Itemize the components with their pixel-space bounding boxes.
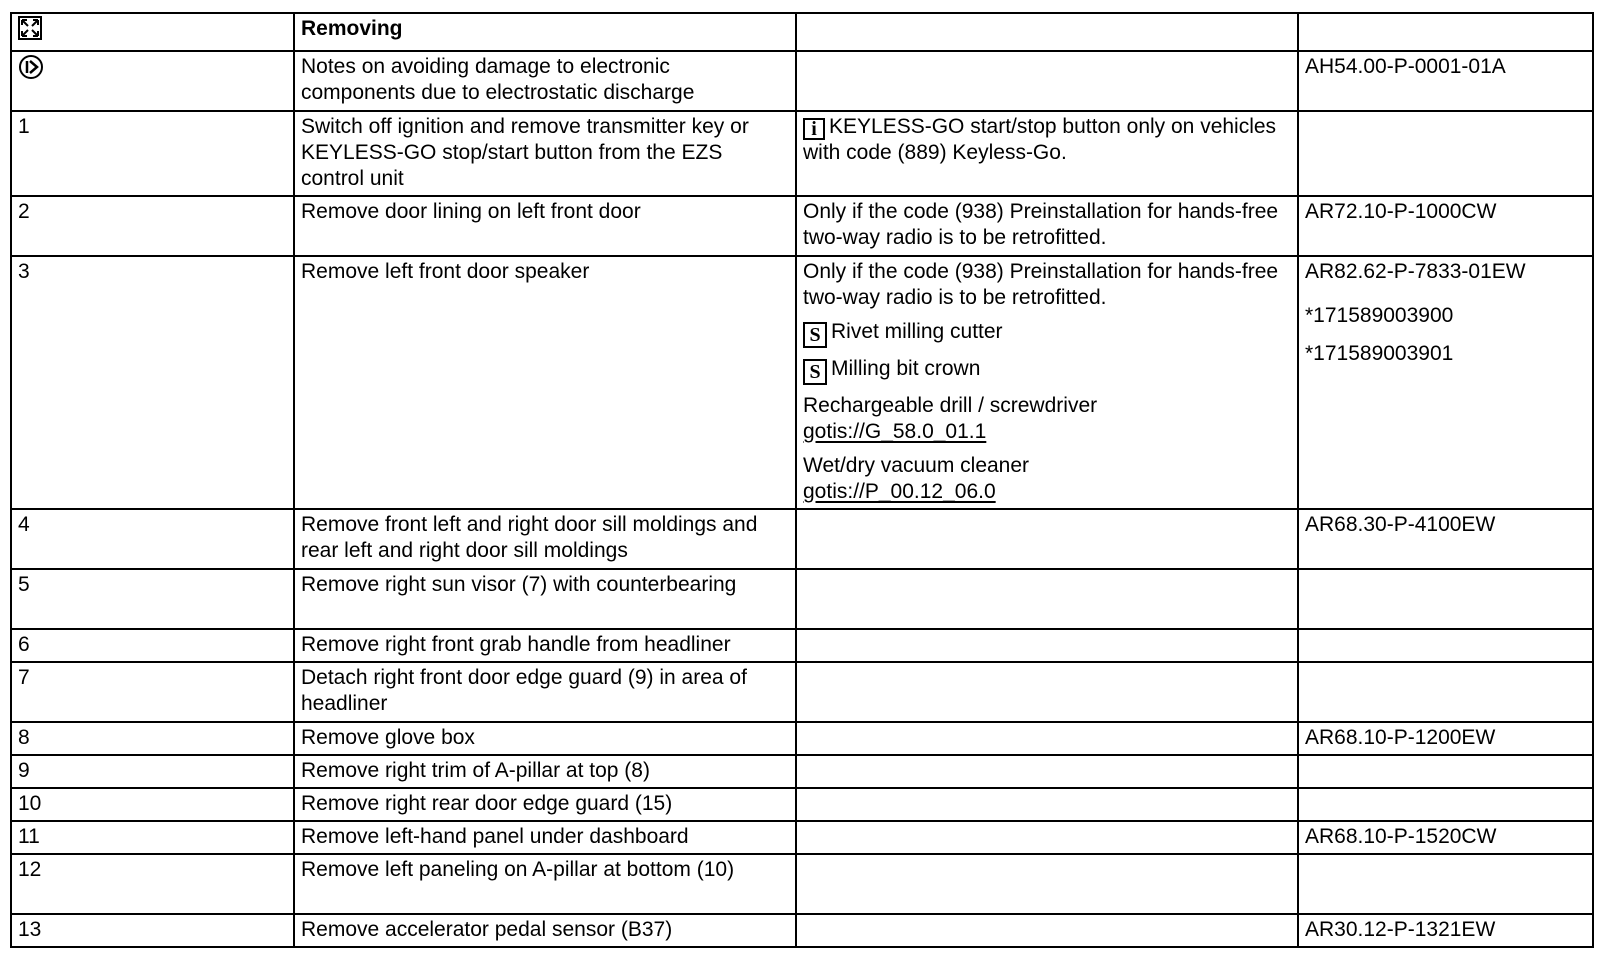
tool-label: Rivet milling cutter	[831, 320, 1003, 343]
step-text: Remove right front grab handle from headliner	[294, 629, 796, 662]
step-text: Remove left-hand panel under dashboard	[294, 821, 796, 854]
step-text: Remove right sun visor (7) with counterbearing	[294, 569, 796, 629]
step-text: Remove left paneling on A-pillar at bottom (10)	[294, 854, 796, 914]
step-text: Remove left front door speaker	[294, 256, 796, 509]
special-tool-icon: S	[803, 359, 827, 385]
vacuum-link[interactable]: gotis://P_00.12_06.0	[803, 480, 996, 503]
table-row	[11, 509, 1593, 569]
step-note: Only if the code (938) Preinstallation for hands-free two-way radio is to be retrofitted.	[796, 196, 1298, 256]
step-note	[796, 662, 1298, 722]
step-text: Remove right rear door edge guard (15)	[294, 788, 796, 821]
esd-text: Notes on avoiding damage to electronic components due to electrostatic discharge	[294, 51, 796, 111]
step-ref[interactable]	[1298, 629, 1593, 662]
esd-warning-icon	[18, 54, 44, 80]
step-text: Remove right trim of A-pillar at top (8)	[294, 755, 796, 788]
step-number: 3	[11, 256, 294, 509]
step-note	[796, 509, 1298, 569]
drill-label: Rechargeable drill / screwdriver	[803, 394, 1098, 417]
step-number: 7	[11, 662, 294, 722]
step-ref[interactable]: AR72.10-P-1000CW	[1298, 196, 1593, 256]
tool-part-number: *171589003900	[1305, 304, 1454, 327]
step-note	[796, 256, 1298, 509]
special-tool-icon: S	[803, 322, 827, 348]
drill-link[interactable]: gotis://G_58.0_01.1	[803, 420, 987, 443]
step-number: 9	[11, 755, 294, 788]
step-number: 6	[11, 629, 294, 662]
step-note	[796, 111, 1298, 196]
step-text: Detach right front door edge guard (9) in area of headliner	[294, 662, 796, 722]
step-text: Switch off ignition and remove transmitter key or KEYLESS-GO stop/start button from the EZS control unit	[294, 111, 796, 196]
esd-ref[interactable]: AH54.00-P-0001-01A	[1298, 51, 1593, 111]
step-text: Remove accelerator pedal sensor (B37)	[294, 914, 796, 947]
table-row	[11, 821, 1593, 854]
step-number: 5	[11, 569, 294, 629]
expand-icon[interactable]	[18, 16, 42, 40]
table-row	[11, 111, 1593, 196]
step-number: 1	[11, 111, 294, 196]
step-number: 12	[11, 854, 294, 914]
table-row	[11, 854, 1593, 914]
step-number: 13	[11, 914, 294, 947]
tool-part-number: *171589003901	[1305, 342, 1454, 365]
step-ref[interactable]	[1298, 662, 1593, 722]
step-ref[interactable]: AR68.10-P-1200EW	[1298, 722, 1593, 755]
table-row	[11, 569, 1593, 629]
step-ref[interactable]	[1298, 854, 1593, 914]
page-title: Removing	[294, 13, 796, 51]
table-row-esd	[11, 51, 1593, 111]
step-text: Remove glove box	[294, 722, 796, 755]
step-note	[796, 821, 1298, 854]
step-ref[interactable]: AR68.10-P-1520CW	[1298, 821, 1593, 854]
step3-note-text: Only if the code (938) Preinstallation for hands-free two-way radio is to be retrofitted.	[803, 260, 1279, 309]
step-ref[interactable]: AR82.62-P-7833-01EW	[1305, 260, 1526, 283]
step-number: 11	[11, 821, 294, 854]
step-note	[796, 629, 1298, 662]
table-row	[11, 196, 1593, 256]
table-row	[11, 256, 1593, 509]
tool-label: Milling bit crown	[831, 357, 981, 380]
table-row	[11, 788, 1593, 821]
tool-item	[803, 356, 1291, 385]
step-note	[796, 722, 1298, 755]
step-ref-cell	[1298, 256, 1593, 509]
step-number: 4	[11, 509, 294, 569]
table-row	[11, 629, 1593, 662]
step-text: Remove front left and right door sill moldings and rear left and right door sill moldings	[294, 509, 796, 569]
info-icon: i	[803, 118, 825, 140]
table-row-header	[11, 13, 1593, 51]
header-ref-cell	[1298, 13, 1593, 51]
table-row	[11, 755, 1593, 788]
table-row	[11, 662, 1593, 722]
step-note	[796, 755, 1298, 788]
procedure-table	[10, 12, 1594, 948]
step-number: 2	[11, 196, 294, 256]
step-text: Remove door lining on left front door	[294, 196, 796, 256]
step-ref[interactable]	[1298, 111, 1593, 196]
table-row	[11, 914, 1593, 947]
esd-icon-cell	[11, 51, 294, 111]
table-row	[11, 722, 1593, 755]
step-note	[796, 914, 1298, 947]
step-ref[interactable]	[1298, 755, 1593, 788]
header-icon-cell	[11, 13, 294, 51]
step-note	[796, 788, 1298, 821]
step-number: 8	[11, 722, 294, 755]
tool-item	[803, 319, 1291, 348]
step-ref[interactable]: AR30.12-P-1321EW	[1298, 914, 1593, 947]
step-ref[interactable]	[1298, 569, 1593, 629]
step-note	[796, 569, 1298, 629]
header-note-cell	[796, 13, 1298, 51]
info-note-text: KEYLESS-GO start/stop button only on vehicles with code (889) Keyless-Go.	[803, 115, 1277, 164]
vacuum-label: Wet/dry vacuum cleaner	[803, 454, 1030, 477]
step-ref[interactable]	[1298, 788, 1593, 821]
esd-note-cell	[796, 51, 1298, 111]
step-ref[interactable]: AR68.30-P-4100EW	[1298, 509, 1593, 569]
step-number: 10	[11, 788, 294, 821]
step-note	[796, 854, 1298, 914]
